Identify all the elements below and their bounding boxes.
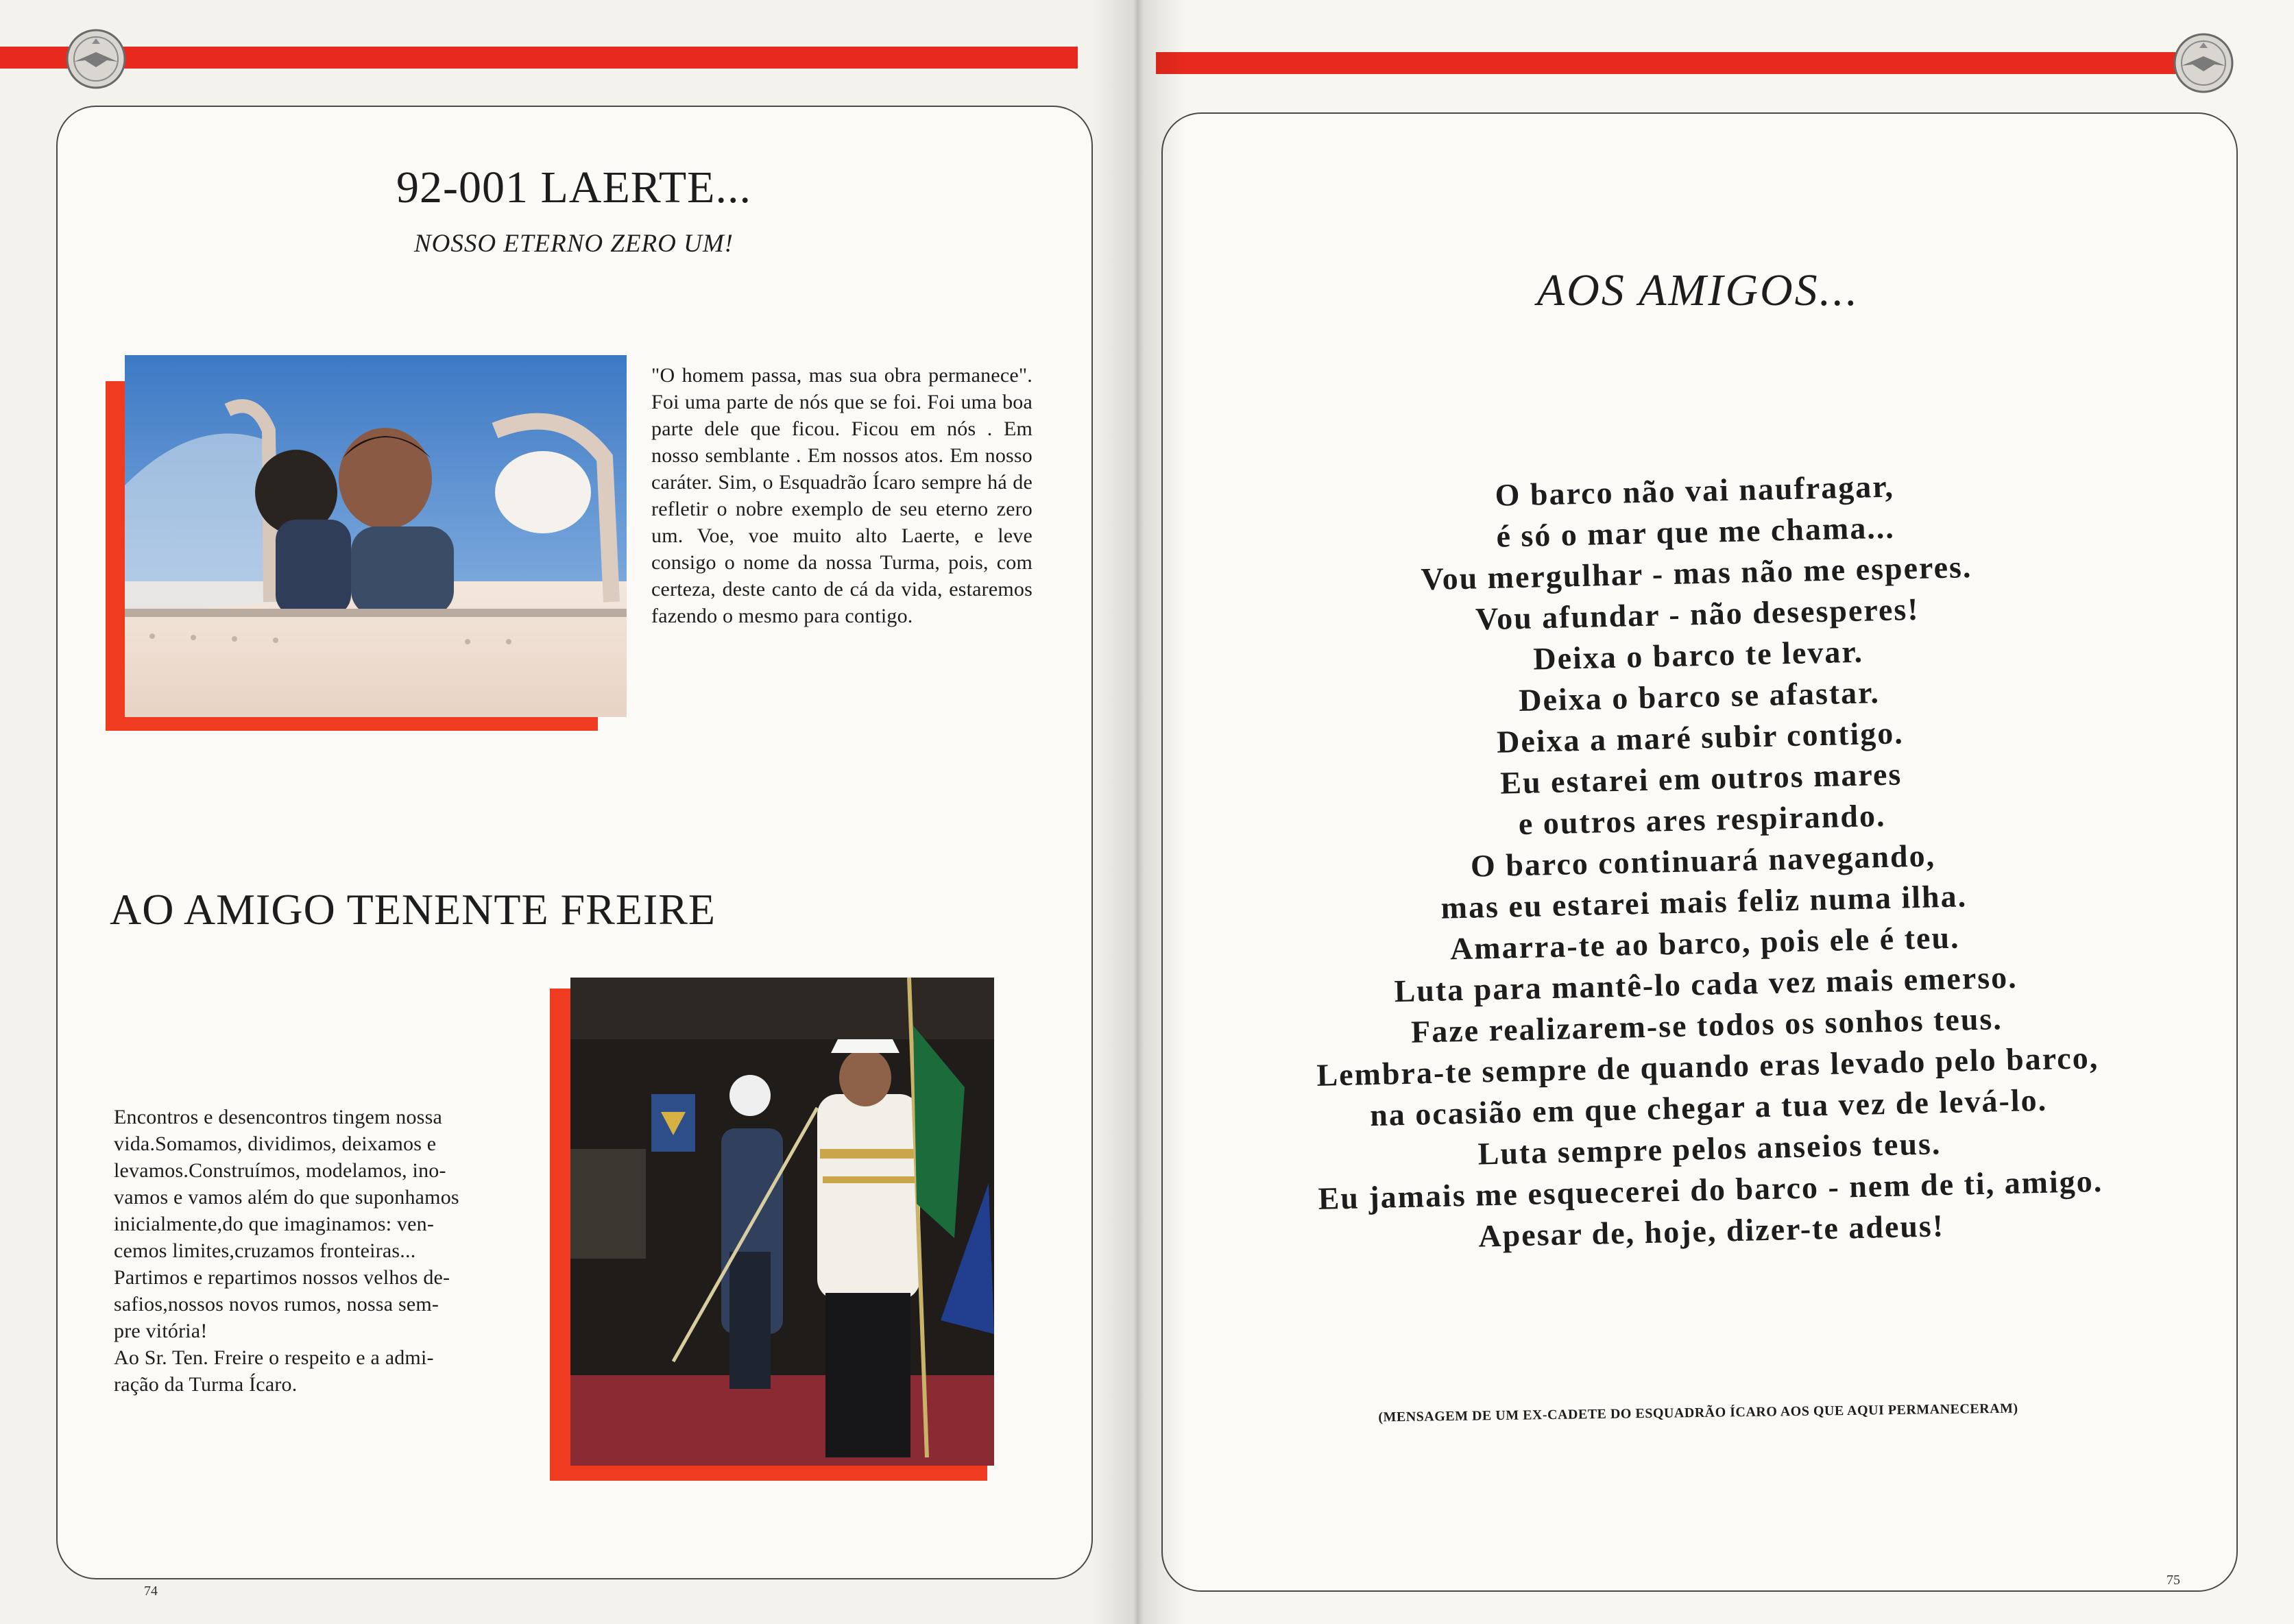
page-number: 75 <box>2166 1573 2180 1588</box>
poem-attribution: (MENSAGEM DE UM EX-CADETE DO ESQUADRÃO ÍCARO AOS QUE AQUI PERMANECERAM) <box>1378 1401 2018 1425</box>
cockpit-photo <box>125 355 627 717</box>
farewell-poem <box>1152 458 2253 1264</box>
poem-line: Deixa o barco se afastar. <box>1518 675 1881 718</box>
poem-line: e outros ares respirando. <box>1518 797 1886 842</box>
freire-tribute-text: Encontros e desencontros tingem nossa vida.Somamos, dividimos, deixamos e levamos.Construímos, modelamos, ino- vamos e vamos além do que suponhamos inicialmente,do que imaginamos: ven- cemos limites,cruzamos fronteiras... Partimos e repartimos nossos velhos de- safios,nossos novos rumos, nossa sem- pre vitória! Ao Sr. Ten. Freire o respeito e a admi- ração da Turma Ícaro. <box>114 1106 459 1396</box>
squadron-emblem-icon <box>64 27 128 90</box>
laerte-title: 92-001 LAERTE... <box>396 162 751 213</box>
laerte-subtitle: NOSSO ETERNO ZERO UM! <box>413 230 734 258</box>
squadron-emblem-icon <box>2172 32 2235 95</box>
poem-line: Deixa o barco te levar. <box>1532 633 1864 677</box>
poem-line: mas eu estarei mais feliz numa ilha. <box>1440 878 1968 925</box>
ceremony-photo <box>570 978 994 1466</box>
poem-line: Deixa a maré subir contigo. <box>1496 715 1905 760</box>
red-header-stripe <box>0 47 1078 69</box>
poem-line: Eu jamais me esquecerei do barco - nem de ti, amigo. <box>1318 1163 2103 1216</box>
poem-line: O barco não vai naufragar, <box>1495 468 1895 513</box>
poem-line: Luta para mantê-lo cada vez mais emerso. <box>1394 959 2018 1009</box>
poem-line: na ocasião em que chegar a tua vez de levá-lo. <box>1369 1082 2048 1133</box>
red-header-stripe <box>1156 52 2205 74</box>
poem-line: Eu estarei em outros mares <box>1499 756 1903 801</box>
page-74 <box>0 0 1138 1624</box>
laerte-tribute-text: "O homem passa, mas sua obra permanece". Foi uma parte de nós que se foi. Foi uma boa parte dele que ficou. Ficou em nós . Em nosso semblante . Em nossos atos. Em nosso caráter. Sim, o Esquadrão Ícaro sempre há de refletir o nobre exemplo de seu eterno zero um. Voe, voe muito alto Laerte, e leve consigo o nome da nossa Turma, pois, com certeza, deste canto de cá da vida, estaremos fazendo o mesmo para contigo. <box>651 364 1033 627</box>
poem-line: Apesar de, hoje, dizer-te adeus! <box>1477 1208 1945 1254</box>
poem-line: Lembra-te sempre de quando eras levado pelo barco, <box>1316 1039 2099 1093</box>
amigos-title: AOS AMIGOS... <box>1536 265 1860 315</box>
poem-line: Vou mergulhar - mas não me esperes. <box>1421 548 1972 597</box>
poem-line: Amarra-te ao barco, pois ele é teu. <box>1449 919 1961 967</box>
poem-line: é só o mar que me chama... <box>1495 509 1896 554</box>
freire-title: AO AMIGO TENENTE FREIRE <box>110 885 716 934</box>
page-number: 74 <box>144 1584 158 1599</box>
poem-line: O barco continuará navegando, <box>1470 838 1936 884</box>
poem-line: Vou afundar - não desesperes! <box>1475 591 1920 637</box>
poem-line: Faze realizarem-se todos os sonhos teus. <box>1410 1001 2003 1050</box>
poem-line: Luta sempre pelos anseios teus. <box>1477 1126 1942 1172</box>
